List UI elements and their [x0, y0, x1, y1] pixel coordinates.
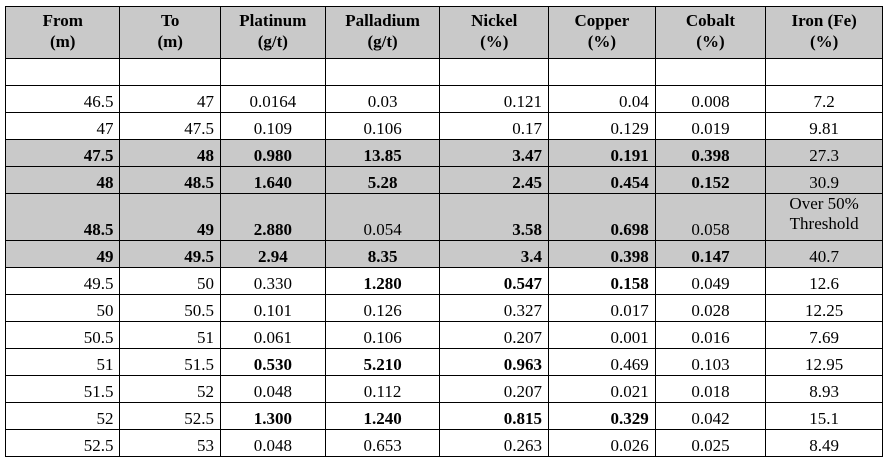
assay-results-table	[5, 6, 883, 457]
cell-iron	[766, 59, 883, 86]
cell-palladium: 0.126	[325, 295, 440, 322]
cell-cobalt	[655, 59, 766, 86]
table-row	[6, 295, 883, 322]
table-row	[6, 167, 883, 194]
cell-platinum	[220, 59, 325, 86]
cell-to: 48	[120, 140, 220, 167]
cell-copper: 0.04	[549, 86, 656, 113]
cell-palladium	[325, 59, 440, 86]
cell-iron: 12.25	[766, 295, 883, 322]
cell-iron: 8.93	[766, 376, 883, 403]
table-row	[6, 113, 883, 140]
cell-palladium: 8.35	[325, 241, 440, 268]
cell-cobalt: 0.147	[655, 241, 766, 268]
cell-palladium: 1.280	[325, 268, 440, 295]
cell-nickel: 0.121	[440, 86, 549, 113]
cell-iron: 40.7	[766, 241, 883, 268]
cell-from: 48.5	[6, 194, 120, 241]
header-from: From (m)	[6, 7, 120, 59]
cell-nickel	[440, 59, 549, 86]
cell-iron: 30.9	[766, 167, 883, 194]
cell-copper: 0.469	[549, 349, 656, 376]
cell-platinum: 0.101	[220, 295, 325, 322]
cell-nickel: 0.263	[440, 430, 549, 457]
cell-iron: 9.81	[766, 113, 883, 140]
cell-nickel: 0.17	[440, 113, 549, 140]
cell-nickel: 0.327	[440, 295, 549, 322]
cell-nickel: 3.4	[440, 241, 549, 268]
cell-cobalt: 0.028	[655, 295, 766, 322]
table-row	[6, 322, 883, 349]
cell-copper	[549, 59, 656, 86]
cell-platinum: 0.048	[220, 430, 325, 457]
cell-from: 49	[6, 241, 120, 268]
cell-nickel: 0.207	[440, 376, 549, 403]
cell-palladium: 0.112	[325, 376, 440, 403]
cell-from: 50	[6, 295, 120, 322]
cell-iron: 7.69	[766, 322, 883, 349]
header-iron: Iron (Fe) (%)	[766, 7, 883, 59]
cell-from	[6, 59, 120, 86]
cell-to: 53	[120, 430, 220, 457]
cell-palladium: 0.054	[325, 194, 440, 241]
cell-copper: 0.017	[549, 295, 656, 322]
cell-copper: 0.329	[549, 403, 656, 430]
cell-platinum: 0.109	[220, 113, 325, 140]
cell-nickel: 0.547	[440, 268, 549, 295]
table-row	[6, 376, 883, 403]
header-cobalt: Cobalt (%)	[655, 7, 766, 59]
cell-nickel: 0.815	[440, 403, 549, 430]
table-row	[6, 241, 883, 268]
table-row	[6, 86, 883, 113]
cell-iron: Over 50% Threshold	[766, 194, 883, 241]
cell-cobalt: 0.152	[655, 167, 766, 194]
cell-palladium: 5.28	[325, 167, 440, 194]
cell-copper: 0.001	[549, 322, 656, 349]
table-row	[6, 430, 883, 457]
cell-platinum: 0.0164	[220, 86, 325, 113]
cell-nickel: 0.207	[440, 322, 549, 349]
cell-cobalt: 0.398	[655, 140, 766, 167]
cell-to: 47	[120, 86, 220, 113]
cell-cobalt: 0.058	[655, 194, 766, 241]
cell-cobalt: 0.016	[655, 322, 766, 349]
cell-from: 47.5	[6, 140, 120, 167]
table-row	[6, 349, 883, 376]
header-copper: Copper (%)	[549, 7, 656, 59]
cell-iron: 15.1	[766, 403, 883, 430]
cell-copper: 0.698	[549, 194, 656, 241]
cell-to: 52	[120, 376, 220, 403]
table-row	[6, 268, 883, 295]
cell-nickel: 0.963	[440, 349, 549, 376]
cell-platinum: 0.330	[220, 268, 325, 295]
cell-nickel: 2.45	[440, 167, 549, 194]
cell-cobalt: 0.025	[655, 430, 766, 457]
cell-cobalt: 0.019	[655, 113, 766, 140]
cell-copper: 0.398	[549, 241, 656, 268]
cell-platinum: 1.300	[220, 403, 325, 430]
table-row	[6, 403, 883, 430]
cell-nickel: 3.47	[440, 140, 549, 167]
cell-to: 51	[120, 322, 220, 349]
table-row	[6, 59, 883, 86]
header-platinum: Platinum (g/t)	[220, 7, 325, 59]
cell-from: 48	[6, 167, 120, 194]
cell-cobalt: 0.049	[655, 268, 766, 295]
cell-from: 52.5	[6, 430, 120, 457]
header-nickel: Nickel (%)	[440, 7, 549, 59]
cell-cobalt: 0.042	[655, 403, 766, 430]
cell-palladium: 0.653	[325, 430, 440, 457]
cell-platinum: 1.640	[220, 167, 325, 194]
cell-iron: 8.49	[766, 430, 883, 457]
cell-from: 52	[6, 403, 120, 430]
cell-to	[120, 59, 220, 86]
cell-nickel: 3.58	[440, 194, 549, 241]
header-palladium: Palladium (g/t)	[325, 7, 440, 59]
cell-palladium: 1.240	[325, 403, 440, 430]
cell-palladium: 0.03	[325, 86, 440, 113]
cell-to: 50.5	[120, 295, 220, 322]
cell-copper: 0.191	[549, 140, 656, 167]
cell-from: 49.5	[6, 268, 120, 295]
cell-from: 46.5	[6, 86, 120, 113]
cell-from: 51.5	[6, 376, 120, 403]
cell-iron: 12.6	[766, 268, 883, 295]
cell-platinum: 0.048	[220, 376, 325, 403]
header-to: To (m)	[120, 7, 220, 59]
table-row	[6, 140, 883, 167]
cell-to: 50	[120, 268, 220, 295]
cell-palladium: 0.106	[325, 322, 440, 349]
cell-platinum: 0.061	[220, 322, 325, 349]
cell-iron: 27.3	[766, 140, 883, 167]
table-row	[6, 194, 883, 241]
cell-palladium: 13.85	[325, 140, 440, 167]
cell-copper: 0.026	[549, 430, 656, 457]
cell-copper: 0.129	[549, 113, 656, 140]
cell-copper: 0.021	[549, 376, 656, 403]
cell-cobalt: 0.103	[655, 349, 766, 376]
cell-copper: 0.158	[549, 268, 656, 295]
cell-iron: 7.2	[766, 86, 883, 113]
cell-to: 51.5	[120, 349, 220, 376]
cell-copper: 0.454	[549, 167, 656, 194]
cell-platinum: 2.94	[220, 241, 325, 268]
cell-from: 51	[6, 349, 120, 376]
cell-from: 50.5	[6, 322, 120, 349]
cell-cobalt: 0.008	[655, 86, 766, 113]
cell-from: 47	[6, 113, 120, 140]
cell-platinum: 2.880	[220, 194, 325, 241]
cell-to: 52.5	[120, 403, 220, 430]
header-row	[6, 7, 883, 59]
cell-platinum: 0.530	[220, 349, 325, 376]
cell-iron: 12.95	[766, 349, 883, 376]
cell-palladium: 5.210	[325, 349, 440, 376]
cell-to: 48.5	[120, 167, 220, 194]
cell-platinum: 0.980	[220, 140, 325, 167]
cell-to: 47.5	[120, 113, 220, 140]
cell-palladium: 0.106	[325, 113, 440, 140]
cell-cobalt: 0.018	[655, 376, 766, 403]
cell-to: 49.5	[120, 241, 220, 268]
cell-to: 49	[120, 194, 220, 241]
